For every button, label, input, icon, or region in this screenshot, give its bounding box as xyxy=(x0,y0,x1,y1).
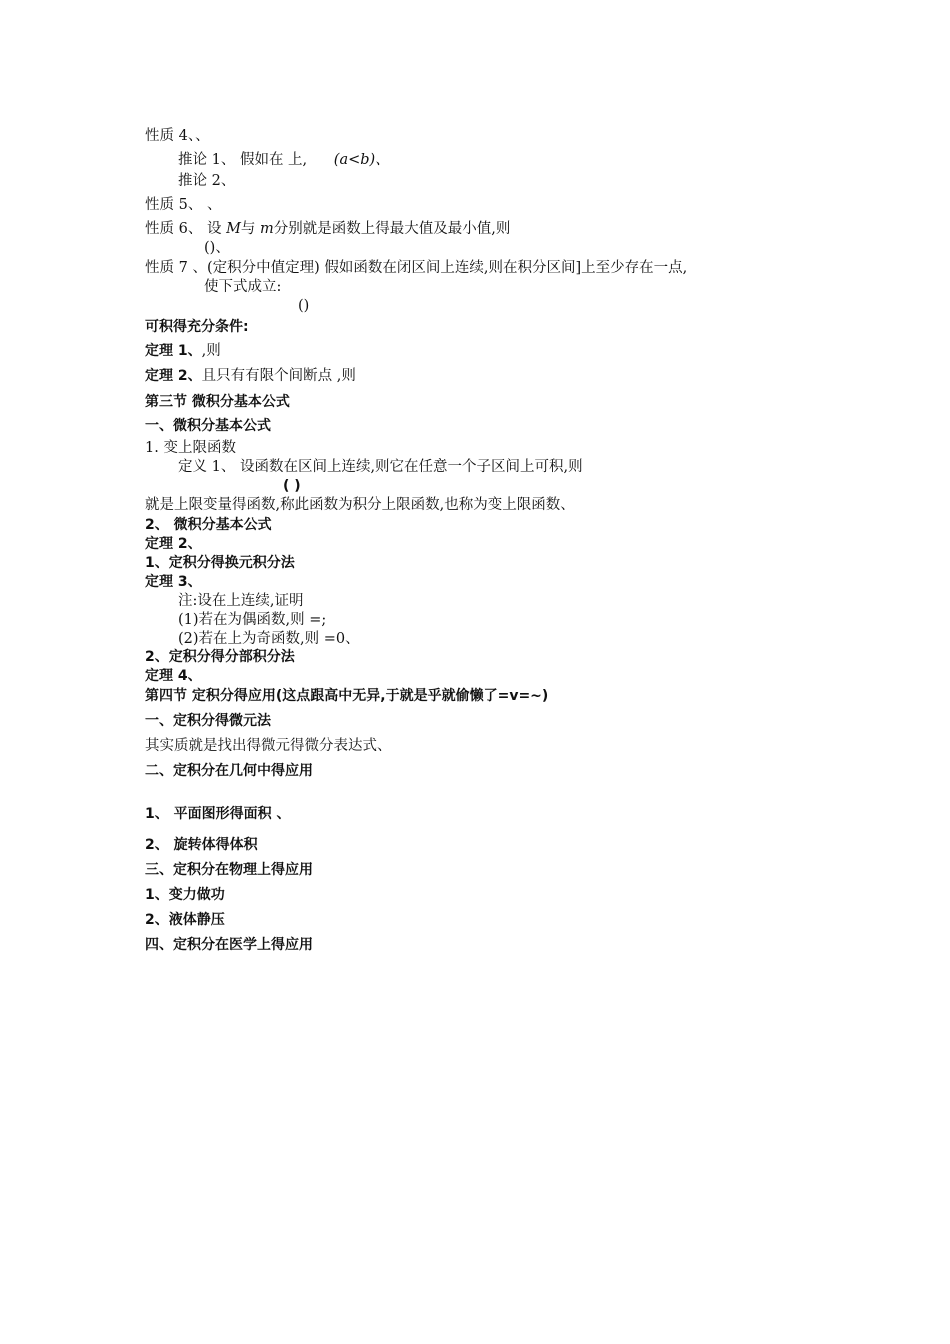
definition-1-formula: ( ) xyxy=(283,478,301,494)
theorem-2-label: 定理 2、 xyxy=(145,368,202,384)
property-6-var-m-lower: m xyxy=(260,221,274,237)
variable-upper-limit: 1. 变上限函数 xyxy=(145,440,236,456)
property-6 xyxy=(145,220,510,238)
integrability-heading: 可积得充分条件: xyxy=(145,319,249,335)
section-4-part-2: 二、定积分在几何中得应用 xyxy=(145,763,313,779)
property-6-and: 与 xyxy=(240,221,256,237)
corollary-2: 推论 2、 xyxy=(178,173,236,189)
theorem-3: 定理 3、 xyxy=(145,574,202,590)
property-7-formula: () xyxy=(298,298,310,314)
property-7: 性质 7 、(定积分中值定理) 假如函数在闭区间上连续,则在积分区间]上至少存在一点, xyxy=(145,260,688,276)
section-4-part-3: 三、定积分在物理上得应用 xyxy=(145,862,313,878)
property-7-cont: 使下式成立: xyxy=(204,279,282,295)
section-3-title: 第三节 微积分基本公式 xyxy=(145,394,290,410)
upper-limit-function: 就是上限变量得函数,称此函数为积分上限函数,也称为变上限函数、 xyxy=(145,497,575,513)
parts-method: 2、定积分得分部积分法 xyxy=(145,649,295,665)
definition-1: 定义 1、 设函数在区间上连续,则它在任意一个子区间上可积,则 xyxy=(178,459,583,475)
section-4-part-4: 四、定积分在医学上得应用 xyxy=(145,937,313,953)
plane-area: 1、 平面图形得面积 、 xyxy=(145,806,291,822)
section-4-part-1: 一、定积分得微元法 xyxy=(145,713,271,729)
property-6-var-m-upper: M xyxy=(226,221,241,237)
property-6-text: 分别就是函数上得最大值及最小值,则 xyxy=(273,221,511,237)
rotation-volume: 2、 旋转体得体积 xyxy=(145,837,258,853)
theorem-4: 定理 4、 xyxy=(145,668,202,684)
property-5: 性质 5、 、 xyxy=(145,197,222,213)
theorem-2-text: 且只有有限个间断点 ,则 xyxy=(201,368,356,384)
property-6-head: 性质 6、 设 xyxy=(145,221,222,237)
theorem-2-b: 定理 2、 xyxy=(145,536,202,552)
section-3-part-1: 一、微积分基本公式 xyxy=(145,418,271,434)
note-odd: (2)若在上为奇函数,则 =0、 xyxy=(178,631,360,647)
theorem-2 xyxy=(145,367,356,385)
theorem-1-text: ,则 xyxy=(201,343,221,359)
hydrostatic-pressure: 2、液体静压 xyxy=(145,912,225,928)
section-4-title: 第四节 定积分得应用(这点跟高中无异,于就是乎就偷懒了=v=~) xyxy=(145,688,549,704)
corollary-1-text: 推论 1、 假如在 上, xyxy=(178,152,308,168)
note: 注:设在上连续,证明 xyxy=(178,593,304,609)
theorem-1 xyxy=(145,342,221,360)
property-4: 性质 4、、 xyxy=(145,128,210,144)
substitution-method: 1、定积分得换元积分法 xyxy=(145,555,295,571)
note-even: (1)若在为偶函数,则 =; xyxy=(178,612,327,628)
corollary-1 xyxy=(178,151,390,169)
variable-force-work: 1、变力做功 xyxy=(145,887,225,903)
element-method-text: 其实质就是找出得微元得微分表达式、 xyxy=(145,738,392,754)
theorem-1-label: 定理 1、 xyxy=(145,343,202,359)
corollary-1-condition: (a<b)、 xyxy=(333,152,390,168)
fundamental-formula: 2、 微积分基本公式 xyxy=(145,517,272,533)
property-6-formula: ()、 xyxy=(204,240,230,256)
